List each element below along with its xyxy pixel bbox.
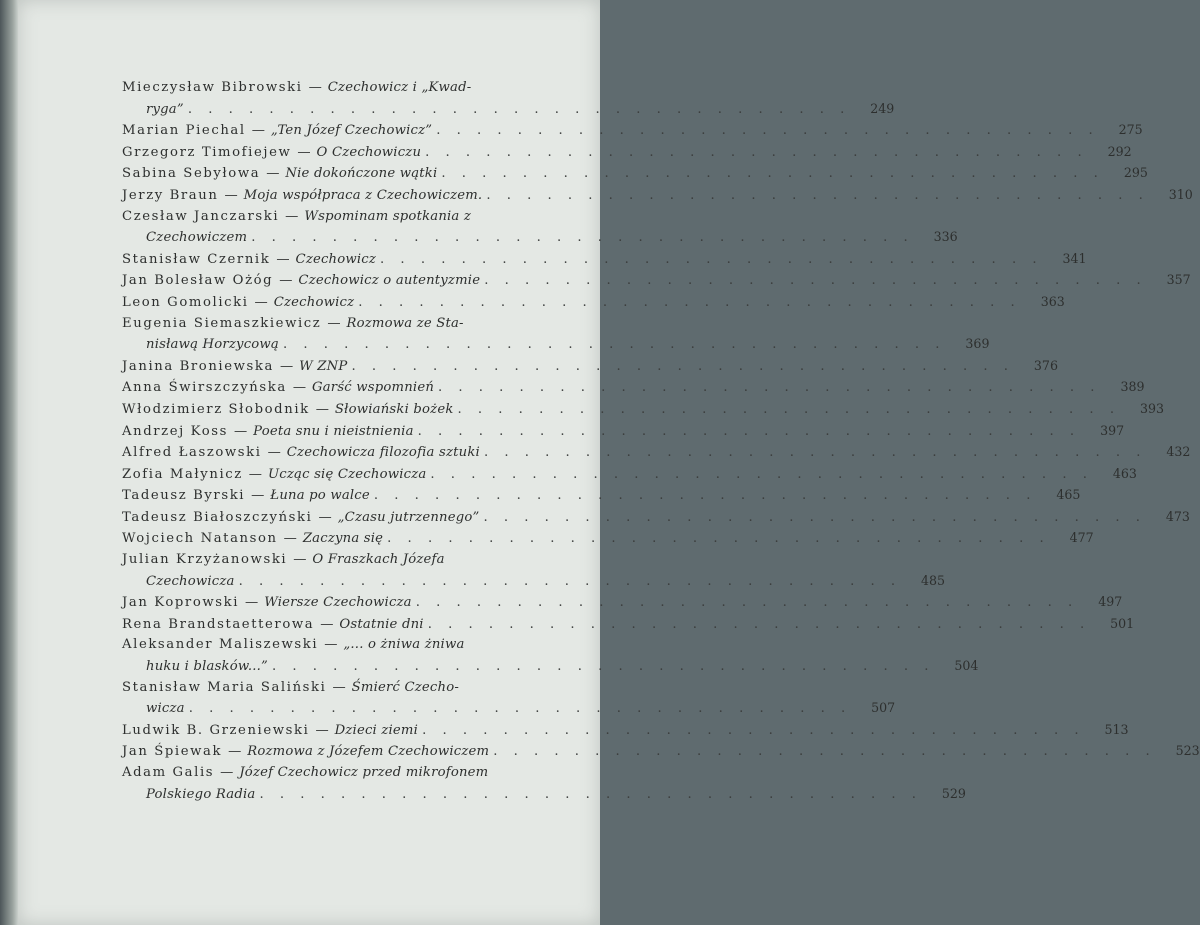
toc-separator: —: [228, 744, 242, 760]
toc-leader-dots: . . . . . . . . . . . . . . . . . . . . . . . . . . . . . . . . .: [415, 595, 1079, 611]
toc-title: Rozmowa ze Sta-: [346, 315, 464, 331]
toc-title-continuation: Polskiego Radia: [146, 786, 256, 802]
toc-entry-line: [122, 464, 1137, 486]
toc-title: Rozmowa z Józefem Czechowiczem: [247, 744, 490, 760]
toc-leader-dots: . . . . . . . . . . . . . . . . . . . . . . . . . . . . . . . . .: [457, 401, 1121, 417]
toc-author: Mieczysław Bibrowski: [122, 80, 303, 95]
toc-separator: —: [332, 679, 346, 695]
toc-title: Czechowicz: [273, 294, 355, 310]
toc-leader-dots: . . . . . . . . . . . . . . . . . . . . . . . . . . . . . . . . .: [259, 786, 922, 802]
toc-separator: —: [308, 80, 322, 95]
toc-entry-line: [122, 292, 1065, 314]
toc-page-number: 275: [1118, 122, 1143, 138]
toc-title: Śmierć Czecho-: [351, 679, 459, 695]
toc-title-continuation: huku i blasków...”: [146, 659, 268, 675]
toc-title: Dzieci ziemi: [334, 722, 419, 738]
toc-entry: [122, 270, 1191, 292]
toc-page-number: 529: [941, 785, 966, 801]
toc-entry-line: [122, 485, 1081, 507]
toc-title: Czechowicz o autentyzmie: [298, 273, 481, 289]
toc-entry-line: [122, 142, 1132, 164]
toc-leader-dots: . . . . . . . . . . . . . . . . . . . . . . . . . . . . . . . . .: [438, 380, 1101, 396]
toc-title: Czechowicza filozofia sztuki: [286, 445, 480, 461]
toc-separator: —: [254, 294, 268, 310]
toc-separator: —: [324, 637, 338, 653]
toc-separator: —: [267, 445, 281, 461]
toc-separator: —: [224, 187, 238, 203]
toc-entry-line: [122, 120, 1143, 142]
toc-page-number: 376: [1033, 357, 1058, 373]
toc-entry-line: [122, 270, 1191, 292]
toc-entry-line: [122, 635, 572, 656]
toc-author: Jan Koprowski: [122, 595, 240, 611]
toc-entry-continuation: [122, 99, 895, 121]
toc-author: Stanisław Czernik: [122, 251, 271, 267]
toc-leader-dots: . . . . . . . . . . . . . . . . . . . . . . . . . . . . . . . . .: [483, 445, 1147, 461]
toc-author: Stanisław Maria Saliński: [122, 679, 327, 695]
toc-entry: [122, 185, 1193, 207]
toc-leader-dots: . . . . . . . . . . . . . . . . . . . . . . . . . . . . . . . . .: [380, 251, 1043, 267]
toc-entry-line: [122, 399, 1165, 421]
toc-page-number: 295: [1123, 165, 1148, 181]
toc-entry-continuation: [122, 334, 990, 356]
toc-author: Anna Świrszczyńska: [122, 380, 287, 396]
toc-title-continuation: nisławą Horzycową: [146, 337, 279, 353]
toc-author: Wojciech Natanson: [122, 531, 278, 547]
toc-entry-continuation: [122, 784, 966, 806]
toc-leader-dots: . . . . . . . . . . . . . . . . . . . . . . . . . . . . . . . . .: [251, 230, 914, 246]
toc-separator: —: [292, 380, 307, 396]
toc-entry: [122, 142, 1132, 164]
toc-leader-dots: . . . . . . . . . . . . . . . . . . . . . . . . . . . . . . . . .: [238, 573, 902, 589]
toc-entry: [122, 163, 1148, 185]
toc-page-number: 465: [1056, 487, 1081, 503]
toc-title: Ostatnie dni: [339, 616, 424, 632]
toc-page-number: 463: [1112, 465, 1137, 481]
toc-title: „Ten Józef Czechowicz”: [270, 123, 433, 139]
toc-author: Tadeusz Byrski: [122, 488, 246, 504]
toc-entry: [122, 442, 1191, 464]
toc-entry: [122, 207, 958, 249]
toc-author: Alfred Łaszowski: [122, 445, 262, 461]
toc-leader-dots: . . . . . . . . . . . . . . . . . . . . . . . . . . . . . . . . .: [188, 701, 852, 717]
toc-leader-dots: . . . . . . . . . . . . . . . . . . . . . . . . . . . . . . . . .: [486, 187, 1149, 203]
toc-entry: [122, 720, 1129, 742]
toc-entry-continuation: [122, 656, 979, 678]
toc-title: Poeta snu i nieistnienia: [253, 423, 414, 439]
toc-title: Moja współpraca z Czechowiczem.: [243, 187, 483, 203]
toc-page-number: 393: [1139, 400, 1165, 416]
toc-leader-dots: . . . . . . . . . . . . . . . . . . . . . . . . . . . . . . . . .: [417, 423, 1081, 439]
toc-entry-continuation: [122, 227, 958, 249]
toc-separator: —: [315, 722, 329, 738]
toc-entry: [122, 399, 1165, 421]
toc-title: Józef Czechowicz przed mikrofonem: [239, 765, 489, 780]
toc-author: Zofia Małynicz: [122, 466, 243, 482]
toc-entry-line: [122, 528, 1094, 550]
toc-entry-continuation: [122, 698, 896, 720]
toc-title: Garść wspomnień: [312, 380, 435, 396]
toc-author: Grzegorz Timofiejew: [122, 144, 292, 160]
toc-title: Czechowicz: [295, 251, 377, 267]
toc-page-number: 336: [933, 229, 958, 245]
toc-title-continuation: ryga”: [146, 101, 184, 117]
toc-leader-dots: . . . . . . . . . . . . . . . . . . . . . . . . . . . . . . . . .: [493, 744, 1156, 760]
toc-entry-line: [122, 163, 1148, 185]
toc-entry: [122, 592, 1123, 614]
toc-separator: —: [245, 595, 259, 611]
toc-entry-line: [122, 185, 1193, 207]
toc-separator: —: [293, 552, 307, 568]
toc-title: O Czechowiczu: [316, 144, 422, 160]
toc-page-number: 504: [954, 658, 979, 674]
toc-author: Tadeusz Białoszczyński: [122, 509, 313, 525]
toc-entry: [122, 249, 1087, 271]
toc-leader-dots: . . . . . . . . . . . . . . . . . . . . . . . . . . . . . . . . .: [483, 509, 1146, 525]
toc-page-number: 485: [921, 572, 946, 588]
toc-page-number: 432: [1166, 444, 1191, 460]
toc-entry: [122, 377, 1145, 399]
toc-title: Zaczyna się: [302, 531, 384, 547]
toc-leader-dots: . . . . . . . . . . . . . . . . . . . . . . . . . . . . . . . . .: [422, 722, 1085, 738]
toc-page-number: 477: [1069, 530, 1094, 546]
toc-page-number: 357: [1166, 272, 1191, 288]
toc-author: Andrzej Koss: [122, 423, 228, 439]
toc-entry-line: [122, 377, 1145, 399]
toc-leader-dots: . . . . . . . . . . . . . . . . . . . . . . . . . . . . . . . . .: [430, 466, 1093, 482]
toc-title-continuation: wicza: [146, 701, 185, 717]
toc-author: Jan Bolesław Ożóg: [122, 273, 274, 289]
toc-page-number: 397: [1100, 422, 1125, 438]
toc-entry-line: [122, 763, 572, 784]
toc-entry: [122, 614, 1135, 636]
toc-title: Nie dokończone wątki: [285, 166, 438, 182]
toc-title-continuation: Czechowiczem: [146, 230, 248, 246]
toc-author: Ludwik B. Grzeniewski: [122, 722, 310, 738]
toc-author: Włodzimierz Słobodnik: [122, 401, 310, 417]
toc-title: Ucząc się Czechowicza: [267, 466, 427, 482]
toc-entry-line: [122, 249, 1087, 271]
toc-entry-line: [122, 507, 1190, 529]
toc-page-number: 369: [965, 336, 990, 352]
toc-leader-dots: . . . . . . . . . . . . . . . . . . . . . . . . . . . . . . . . .: [373, 488, 1037, 504]
toc-separator: —: [251, 488, 265, 504]
toc-leader-dots: . . . . . . . . . . . . . . . . . . . . . . . . . . . . . . . . .: [427, 616, 1091, 632]
toc-page-number: 363: [1040, 293, 1065, 309]
toc-title: Wspominam spotkania z: [304, 208, 472, 224]
toc-page-number: 310: [1168, 186, 1193, 202]
toc-author: Czesław Janczarski: [122, 208, 280, 224]
toc-entry: [122, 528, 1094, 550]
toc-entry-line: [122, 614, 1135, 636]
toc-page-number: 473: [1165, 508, 1190, 524]
toc-title: „Czasu jutrzennego”: [337, 509, 480, 525]
toc-entry: [122, 763, 966, 805]
toc-title-continuation: Czechowicza: [146, 573, 235, 589]
toc-author: Jerzy Braun: [122, 187, 219, 203]
toc-entry-line: [122, 720, 1129, 742]
toc-entry-line: [122, 550, 572, 571]
toc-entry: [122, 507, 1190, 529]
toc-entry: [122, 678, 896, 720]
toc-entry-line: [122, 314, 572, 335]
toc-leader-dots: . . . . . . . . . . . . . . . . . . . . . . . . . . . . . . . . .: [425, 144, 1088, 160]
toc-entry-line: [122, 207, 572, 228]
toc-entry-line: [122, 442, 1191, 464]
toc-leader-dots: . . . . . . . . . . . . . . . . . . . . . . . . . . . . . . . . .: [358, 294, 1021, 310]
toc-entry-line: [122, 78, 572, 99]
toc-page-number: 513: [1104, 721, 1129, 737]
toc-author: Marian Piechal: [122, 123, 246, 139]
toc-page-number: 501: [1110, 615, 1135, 631]
toc-separator: —: [248, 466, 262, 482]
toc-separator: —: [283, 531, 297, 547]
toc-entry: [122, 485, 1081, 507]
toc-author: Janina Broniewska: [122, 358, 274, 374]
toc-entry: [122, 78, 895, 120]
toc-entry: [122, 635, 979, 677]
toc-separator: —: [320, 616, 334, 632]
toc-title: Łuna po walce: [270, 488, 370, 504]
toc-entry: [122, 421, 1125, 443]
toc-separator: —: [266, 166, 280, 182]
toc-page-number: 497: [1098, 594, 1123, 610]
toc-author: Adam Galis: [122, 765, 215, 780]
toc-title: Wiersze Czechowicza: [264, 595, 412, 611]
toc-entry: [122, 550, 946, 592]
toc-page-number: 389: [1120, 379, 1145, 395]
toc-entry-continuation: [122, 571, 946, 593]
toc-leader-dots: . . . . . . . . . . . . . . . . . . . . . . . . . . . . . . . . .: [282, 337, 946, 353]
toc-entry-line: [122, 421, 1125, 443]
toc-author: Eugenia Siemaszkiewicz: [122, 315, 322, 331]
toc-title: Słowiański bożek: [334, 401, 454, 417]
toc-title: W ZNP: [299, 358, 348, 374]
toc-separator: —: [318, 509, 332, 525]
toc-page-number: 523: [1175, 743, 1200, 759]
toc-leader-dots: . . . . . . . . . . . . . . . . . . . . . . . . . . . . . . . . .: [351, 358, 1014, 374]
toc-page-number: 507: [871, 700, 896, 716]
toc-leader-dots: . . . . . . . . . . . . . . . . . . . . . . . . . . . . . . . . .: [387, 531, 1050, 547]
toc-entry: [122, 314, 990, 356]
toc-author: Sabina Sebyłowa: [122, 166, 261, 182]
toc-separator: —: [279, 358, 294, 374]
toc-author: Rena Brandstaetterowa: [122, 616, 315, 632]
toc-entry: [122, 464, 1137, 486]
toc-title: „... o żniwa żniwa: [343, 637, 465, 653]
toc-leader-dots: . . . . . . . . . . . . . . . . . . . . . . . . . . . . . . . . .: [484, 273, 1147, 289]
toc-separator: —: [220, 765, 234, 780]
toc-separator: —: [327, 315, 341, 331]
toc-entry-line: [122, 741, 1200, 763]
toc-leader-dots: . . . . . . . . . . . . . . . . . . . . . . . . . . . . . . . . .: [441, 166, 1104, 182]
toc-separator: —: [251, 123, 265, 139]
toc-title: Czechowicz i „Kwad-: [327, 80, 472, 95]
toc-separator: —: [276, 251, 290, 267]
toc-leader-dots: . . . . . . . . . . . . . . . . . . . . . . . . . . . . . . . . .: [436, 123, 1099, 139]
table-of-contents: [122, 78, 1200, 805]
toc-author: Leon Gomolicki: [122, 294, 249, 310]
toc-author: Jan Śpiewak: [122, 744, 223, 760]
toc-separator: —: [233, 423, 248, 439]
toc-entry: [122, 741, 1200, 763]
toc-entry: [122, 120, 1143, 142]
toc-entry-line: [122, 592, 1123, 614]
toc-entry-line: [122, 678, 572, 699]
toc-entry: [122, 356, 1058, 378]
toc-author: Aleksander Maliszewski: [122, 637, 319, 653]
toc-title: O Fraszkach Józefa: [312, 552, 445, 568]
toc-page-number: 292: [1107, 143, 1132, 159]
page-spine-shadow: [0, 0, 18, 925]
toc-entry: [122, 292, 1065, 314]
toc-page-number: 341: [1062, 250, 1087, 266]
toc-author: Julian Krzyżanowski: [122, 552, 288, 568]
toc-entry-line: [122, 356, 1058, 378]
toc-separator: —: [315, 401, 329, 417]
toc-leader-dots: . . . . . . . . . . . . . . . . . . . . . . . . . . . . . . . . .: [271, 659, 935, 675]
toc-page-number: 249: [870, 100, 895, 116]
toc-leader-dots: . . . . . . . . . . . . . . . . . . . . . . . . . . . . . . . . .: [187, 101, 851, 117]
toc-separator: —: [279, 273, 293, 289]
toc-separator: —: [297, 144, 311, 160]
toc-separator: —: [285, 208, 299, 224]
